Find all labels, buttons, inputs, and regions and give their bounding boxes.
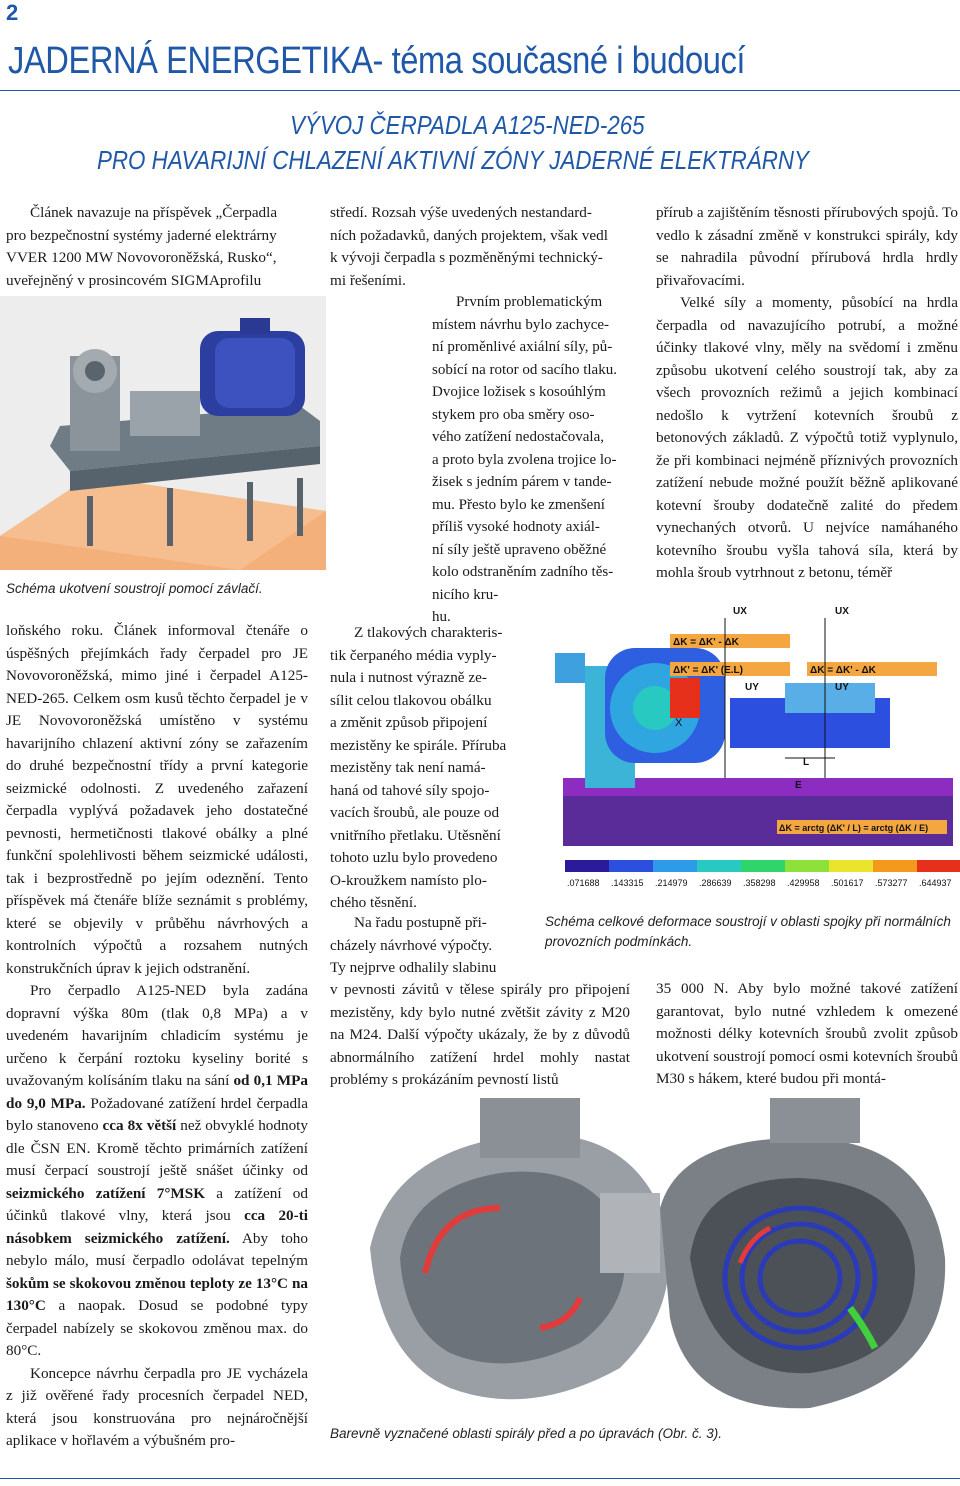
scale-value: .573277 — [875, 878, 908, 888]
scale-value: .214979 — [655, 878, 688, 888]
scale-value: .071688 — [567, 878, 600, 888]
text-line: VVER 1200 MW Novovoroněžská, Rusko“, — [6, 249, 277, 266]
paragraph: přírub a zajištěním těsnosti přírubových spojů. To vedlo k zásadní změně v konstrukci spirály, kdy se nahradila původní přírubová hrdla hrdly přivařovacími. — [656, 204, 958, 289]
scale-value: .286639 — [699, 878, 732, 888]
text-run: Požadované zatížení hrdel čerpadla bylo stanoveno — [6, 1094, 308, 1134]
text-line: středí. Rozsah výše uvedených nestandard- — [330, 204, 592, 221]
col2-paragraph-3-wide: v pevnosti závitů v tělese spirály pro připojení mezistěny, kdy bylo nutné zvětšit závity z M20 na M24. Další výpočty ukázaly, že by z důvodů abnormálního zatížení hrdel mohly nastat problémy s prokázáním pevností listů — [330, 981, 630, 1088]
pump-anchoring-illustration — [0, 296, 326, 570]
col2-paragraph-2 — [330, 622, 520, 915]
text-line: haná od tahové síly spojo- — [330, 781, 490, 799]
text-line: mezistěny ke spirále. Příruba — [330, 736, 507, 754]
col1-body — [6, 620, 308, 1453]
text-line: Článek navazuje na příspěvek „Čerpadla — [30, 204, 278, 221]
text-run: než obvyklé hodnoty dle ČSN EN. Kromě těchto primárních zatížení musí čerpací soustrojí ještě snášet účinky od — [6, 1117, 308, 1179]
text-line: vacích šroubů, ale pouze od — [330, 804, 500, 821]
scale-swatch — [917, 860, 960, 872]
text-line: Prvním problematickým — [456, 294, 603, 310]
text-line: sílit celou tlakovou obálku — [330, 691, 492, 709]
caption-deformation: Schéma celkové deformace soustrojí v oblasti spojky při normálních provozních podmínkách. — [545, 914, 951, 949]
deformation-illustration — [545, 598, 960, 901]
text-line: tohoto uzlu bylo provedeno — [330, 849, 498, 866]
text-line: vnitřního přetlaku. Utěsnění — [330, 826, 501, 844]
text-run: a zatížení od účinků tlakové vlny, která jsou — [6, 1184, 308, 1224]
scale-swatch — [741, 860, 785, 872]
text-line: a proto byla zvolena trojice lo- — [432, 451, 617, 468]
text-line: pro bezpečnostní systémy jaderné elektrárny — [6, 226, 277, 244]
paragraph: Velké síly a momenty, působící na hrdla čerpadla od navazujícího potrubí, a možné účinky tlakové vlny, měly na svědomí i změnu způsobu ukotvení celého soustrojí tak, aby za všech provozních režimů a jejich kombinací nedošlo k vytržení kotevních šroubů z betonových základů. Z výpočtů totiž vyplynulo, že při kombinaci nejméně příznivých provozních zatížení nebude možné použít běžně aplikované kotevní šrouby dodatečně zalité do předem vynechaných otvorů. U nejvíce namáhaného kotevního šroubu vyšla tahová síla, která by mohla šroub vytrhnout z betonu, téměř — [656, 294, 958, 581]
scale-value: .501617 — [831, 878, 864, 888]
col3-paragraph-3: 35 000 N. Aby bylo možné takové zatížení garantovat, bylo nutné vzhledem k omezené možnosti délky kotevních šroubů zvolit způsob ukotvení soustrojí pomocí osmi kotevních šroubů M30 s hákem, které budou při montá- — [656, 980, 958, 1087]
text-run: Pro čerpadlo A125-NED byla zadána dopravní výška 80m (tlak 0,8 MPa) a v uvedeném havarijním chladicím systému je určeno k čerpání roztoku kyseliny borité s uvažovaným kolísáním tlaku na sání — [6, 982, 308, 1089]
scale-swatch — [873, 860, 917, 872]
bottom-rule — [0, 1478, 960, 1479]
text-line: stykem pro oba směry oso- — [432, 406, 595, 423]
text-run: a naopak. Dosud se podobné typy čerpadel nabízely se skokovou změnou max. do 80°C. — [6, 1297, 308, 1359]
text-line: ní proměnlivé axiální síly, pů- — [432, 339, 613, 355]
text-line: cházely návrhové výpočty. — [330, 936, 493, 954]
fig2-label-ux1: UX — [733, 606, 747, 617]
text-line: kolo odstraněním zadního těs- — [432, 564, 614, 580]
text-line: uveřejněný v prosincovém SIGMAprofilu — [6, 271, 262, 289]
text-line: Ty nejprve odhalily slabinu — [330, 959, 497, 976]
fig2-label-dk2: ΔK' = ΔK' (E.L) — [673, 665, 743, 676]
text-line: mezistěny tak není namá- — [330, 759, 486, 776]
scale-swatch — [829, 860, 873, 872]
spiral-casing-illustration — [330, 1098, 960, 1418]
text-line: O-kroužkem namísto plo- — [330, 871, 487, 889]
scale-swatch — [697, 860, 741, 872]
text-line: hu. — [432, 609, 451, 625]
col2-wrap-paragraph — [432, 291, 630, 629]
figure-spiral-casing — [330, 1098, 960, 1418]
text-line: nicího kru- — [432, 586, 499, 603]
title-rule — [0, 90, 960, 91]
text-line: k vývoji čerpadla s pozměněnými technický- — [330, 249, 603, 266]
paragraph: loňského roku. Článek informoval čtenáře o úspěšných přejímkách řady čerpadel pro JE Novovoroněžská, mimo jiné i čerpadel A125-NED-265. Celkem osm kusů těchto čerpadel je v JE Novovoroněžská umístěno v systému havarijního chlazení aktivní zóny se zařazením do druhé bezpečnostní třídy a první kategorie seizmické odolnosti. Z uvedeného zařazení čerpadla vyplývá požadavek jeho dostatečné pevnosti, hermetičnosti tlakové obálky a plné funkční spolehlivosti během seizmické události, tak i bezprostředně po jejím odeznění. Tento příspěvek má čtenáře blíže seznámit s problémy, které se objevily v průběhu návrhových a kontrolních výpočtů a rozsahem nutných konstrukčních úprav k jejich odstranění. — [6, 622, 308, 977]
text-line: ních požadavků, daných projektem, však vedl — [330, 226, 608, 244]
fig2-label-uy2: UY — [835, 682, 849, 693]
scale-value: .143315 — [611, 878, 644, 888]
paragraph — [6, 980, 308, 1363]
fig2-label-ux2: UX — [835, 606, 849, 617]
text-line: příliš vysoké hodnoty axiál- — [432, 519, 600, 535]
fig2-label-dk1: ΔK = ΔK' - ΔK — [673, 637, 739, 648]
text-line: vého zatížení nedostačovala, — [432, 429, 605, 445]
subtitle-line-2: PRO HAVARIJNÍ CHLAZENÍ AKTIVNÍ ZÓNY JADERNÉ ELEKTRÁRNY — [97, 145, 809, 175]
text-line: chého těsnění. — [330, 894, 417, 911]
subtitle-line-1: VÝVOJ ČERPADLA A125-NED-265 — [290, 110, 645, 140]
scale-swatch — [565, 860, 609, 872]
col1-intro — [6, 202, 308, 292]
text-line: Na řadu postupně při- — [354, 914, 487, 931]
figure-pump-anchoring — [0, 296, 326, 570]
text-line: mi řešeními. — [330, 271, 406, 289]
fig2-label-formula: ΔK = arctg (ΔK' / L) = arctg (ΔK / E) — [779, 823, 929, 833]
text-line: tik čerpaného média vyply- — [330, 646, 497, 664]
text-line: Dvojice ložisek s kosoúhlým — [432, 384, 606, 400]
text-line: a změnit způsob připojení — [330, 714, 488, 731]
text-line: mu. Přesto bylo ke zmenšení — [432, 496, 605, 513]
scale-value: .358298 — [743, 878, 776, 888]
text-bold: seizmického zatížení 7°MSK — [6, 1184, 206, 1202]
col2-intro — [330, 202, 630, 292]
scale-swatch — [609, 860, 653, 872]
fig2-label-x: X — [675, 717, 683, 729]
scale-swatch — [653, 860, 697, 872]
col2-paragraph-3 — [330, 912, 520, 980]
text-line: ní síly ještě upraveno oběžné — [432, 541, 607, 558]
col3-body — [656, 202, 958, 585]
text-run: Aby toho nebylo málo, musí čerpadlo odolávat tepelným — [6, 1229, 308, 1269]
main-title: JADERNÁ ENERGETIKA- téma současné i budoucí — [8, 40, 746, 82]
fig2-label-uy1: UY — [745, 682, 759, 693]
scale-value: .429958 — [787, 878, 820, 888]
figure-deformation — [545, 598, 960, 901]
caption-spiral: Barevně vyznačené oblasti spirály před a po úpravách (Obr. č. 3). — [330, 1426, 722, 1441]
caption-anchoring: Schéma ukotvení soustrojí pomocí závlačí. — [6, 581, 263, 596]
text-bold: šokům se skokovou změnou teploty ze 13°C na 130°C — [6, 1274, 308, 1314]
text-line: Z tlakových charakteris- — [354, 624, 503, 641]
text-line: žisek s jedním párem v tande- — [432, 474, 612, 490]
fig2-label-e: E — [795, 780, 802, 791]
scale-swatch — [785, 860, 829, 872]
text-line: sobící na rotor od sacího tlaku. — [432, 361, 617, 378]
page-number: 2 — [6, 0, 19, 25]
text-bold: od 0,1 MPa do 9,0 MPa. — [6, 1072, 308, 1112]
fig2-label-dk3: ΔK = ΔK' - ΔK — [810, 665, 876, 676]
text-bold: cca 20-ti násobkem seizmického zatížení. — [6, 1207, 308, 1247]
fig2-label-l: L — [803, 757, 810, 768]
paragraph: Koncepce návrhu čerpadla pro JE vycházela z již ověřené řady procesních čerpadel NED, která jsou konstruována pro nejnáročnější aplikace v hořlavém a výbušném pro- — [6, 1364, 308, 1449]
text-line: místem návrhu bylo zachyce- — [432, 316, 610, 333]
scale-value: .644937 — [919, 878, 952, 888]
text-line: nula i nutnost výrazně ze- — [330, 669, 487, 686]
text-bold: cca 8x větší — [102, 1117, 177, 1134]
